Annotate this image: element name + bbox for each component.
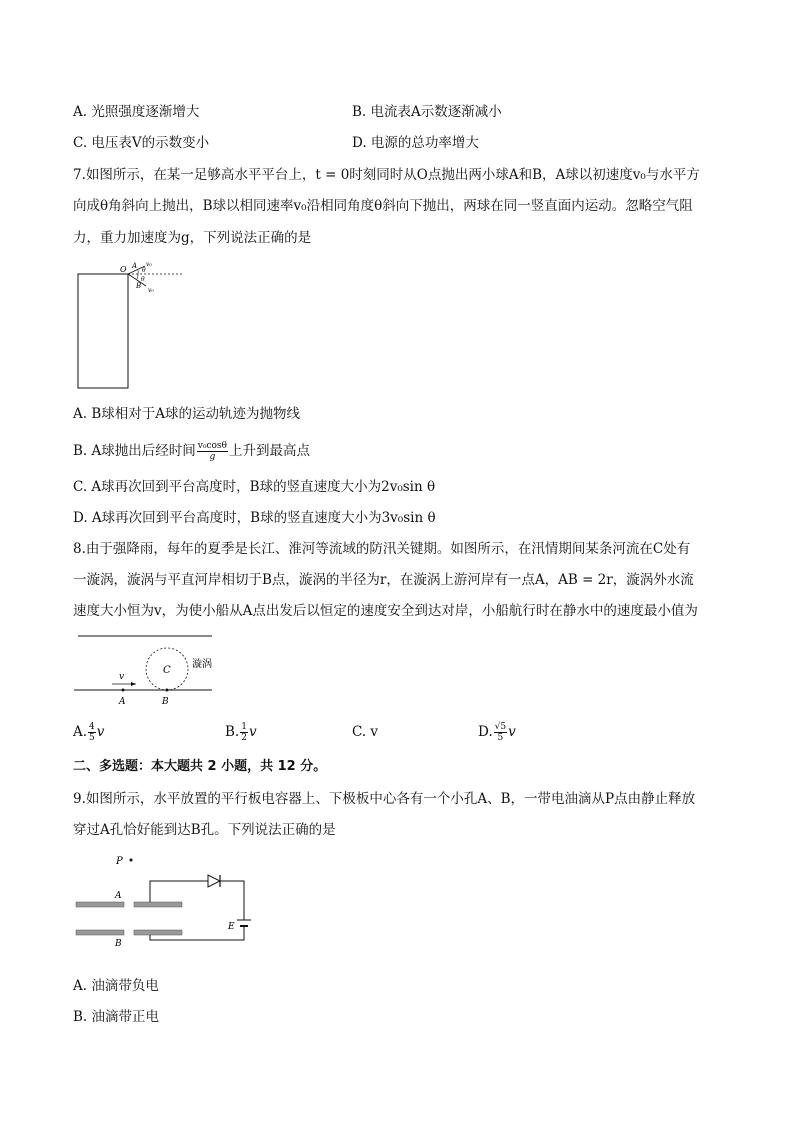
label-p: P [116, 856, 123, 867]
q9-stem-line2: 穿过A孔恰好能到达B孔。下列说法正确的是 [73, 822, 336, 838]
q7-option-b: B. A球抛出后经时间 $\frac{\text{v₀cosθ}}{g}$ 上升到最高点 [73, 441, 310, 462]
q7-option-c: C. A球再次回到平台高度时，B球的竖直速度大小为2v₀sin θ [73, 479, 436, 495]
q6-option-a: A. 光照强度逐渐增大 [73, 104, 200, 120]
upper-plate-left [76, 902, 124, 907]
point-a [122, 689, 125, 692]
q7-stem-line2: 向成θ角斜向上抛出，B球以相同速率v₀沿相同角度θ斜向下抛出，两球在同一竖直面内运动。忽略空气阻 [73, 198, 693, 214]
label-a: A [119, 697, 126, 707]
q8-stem-line1: 8.由于强降雨，每年的夏季是长江、淮河等流域的防汛关键期。如图所示，在汛情期间某条河流在C处有 [73, 541, 691, 557]
q8-option-d: D. $\frac{√5}{5}$ v [478, 722, 516, 743]
q8-figure [70, 628, 230, 710]
label-v0-a: v₀ [146, 261, 152, 268]
lower-plate-left [76, 930, 124, 935]
q6-option-d: D. 电源的总功率增大 [352, 135, 479, 151]
label-v: v [119, 672, 125, 682]
label-b: B [162, 697, 169, 707]
platform [78, 274, 128, 388]
q7-option-b-fraction: $\frac{\text{v₀cosθ}}{g}$ [197, 441, 227, 462]
q8-option-c: C. v [352, 724, 379, 740]
label-a: A [115, 891, 122, 901]
label-theta-1: θ [142, 267, 146, 274]
q7-stem-line3: 力，重力加速度为g，下列说法正确的是 [73, 230, 312, 246]
upper-plate-right [134, 902, 182, 907]
q6-option-c: C. 电压表V的示数变小 [73, 135, 210, 151]
label-b: B [115, 939, 122, 949]
label-vortex: 漩涡 [192, 659, 212, 670]
q8-stem-line2: 一漩涡，漩涡与平直河岸相切于B点，漩涡的半径为r，在漩涡上游河岸有一点A，AB = 2r，漩涡外水流 [73, 572, 694, 588]
diode-icon [208, 875, 220, 887]
q7-option-a: A. B球相对于A球的运动轨迹为抛物线 [73, 406, 301, 422]
q7-figure [70, 258, 190, 392]
q9-figure [70, 850, 260, 950]
label-a: A [132, 262, 138, 270]
lower-plate-right [134, 930, 182, 935]
label-o: O [120, 265, 127, 274]
label-c: C [163, 665, 171, 676]
point-b [166, 689, 169, 692]
label-e: E [228, 922, 235, 932]
label-theta-2: θ [141, 276, 145, 283]
q9-option-b: B. 油滴带正电 [73, 1009, 160, 1025]
q9-stem-line1: 9.如图所示，水平放置的平行板电容器上、下极板中心各有一个小孔A、B，一带电油滴从P点由静止释放 [73, 791, 696, 807]
q7-option-d: D. A球再次回到平台高度时，B球的竖直速度大小为3v₀sin θ [73, 510, 436, 526]
point-p [130, 859, 133, 862]
wire-top [150, 881, 244, 920]
label-b: B [136, 282, 142, 290]
section-title: 二、多选题：本大题共 2 小题，共 12 分。 [73, 759, 327, 774]
q8-option-b: B. $\frac{1}{2}$ v [225, 722, 257, 743]
q8-stem-line3: 速度大小恒为v，为使小船从A点出发后以恒定的速度安全到达对岸，小船航行时在静水中的速度最小值为 [73, 603, 698, 619]
q7-stem-line1: 7.如图所示，在某一足够高水平平台上，t = 0时刻同时从O点抛出两小球A和B，A球以初速度v₀与水平方 [73, 167, 700, 183]
q8-option-a: A. $\frac{4}{5}$ v [73, 722, 105, 743]
q9-option-a: A. 油滴带负电 [73, 978, 159, 994]
label-v0-b: v₀ [148, 287, 154, 294]
q6-option-b: B. 电流表A示数逐渐减小 [352, 104, 502, 120]
